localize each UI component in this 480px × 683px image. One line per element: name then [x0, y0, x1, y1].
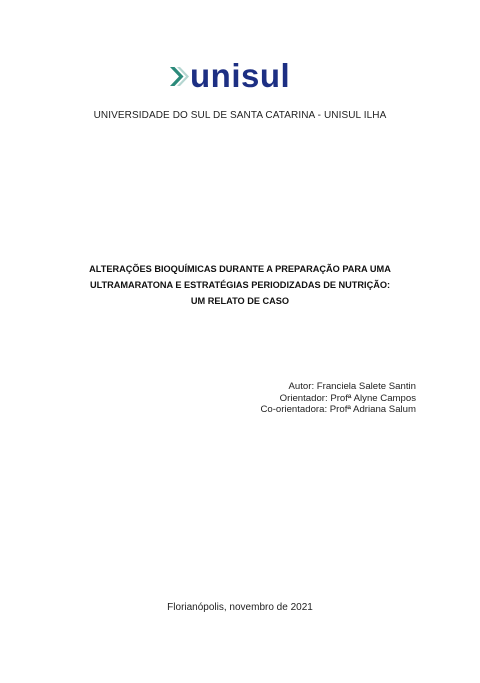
author-line: Autor: Franciela Salete Santin — [288, 381, 416, 392]
logo-wordmark: unisul — [190, 57, 291, 94]
document-title — [40, 261, 440, 309]
co-advisor-line: Co-orientadora: Profª Adriana Salum — [260, 404, 416, 415]
title-line-3: UM RELATO DE CASO — [190, 296, 290, 306]
authors-block — [260, 381, 416, 416]
place-and-date: Florianópolis, novembro de 2021 — [167, 602, 313, 613]
institution-name: UNIVERSIDADE DO SUL DE SANTA CATARINA - UNISUL ILHA — [93, 110, 387, 121]
advisor-line: Orientador: Profª Alyne Campos — [279, 392, 416, 404]
title-line-2: ULTRAMARATONA E ESTRATÉGIAS PERIODIZADAS DE NUTRIÇÃO: — [89, 280, 391, 290]
unisul-logo — [166, 56, 314, 96]
title-line-1: ALTERAÇÕES BIOQUÍMICAS DURANTE A PREPARAÇÃO PARA UMA — [89, 264, 391, 274]
